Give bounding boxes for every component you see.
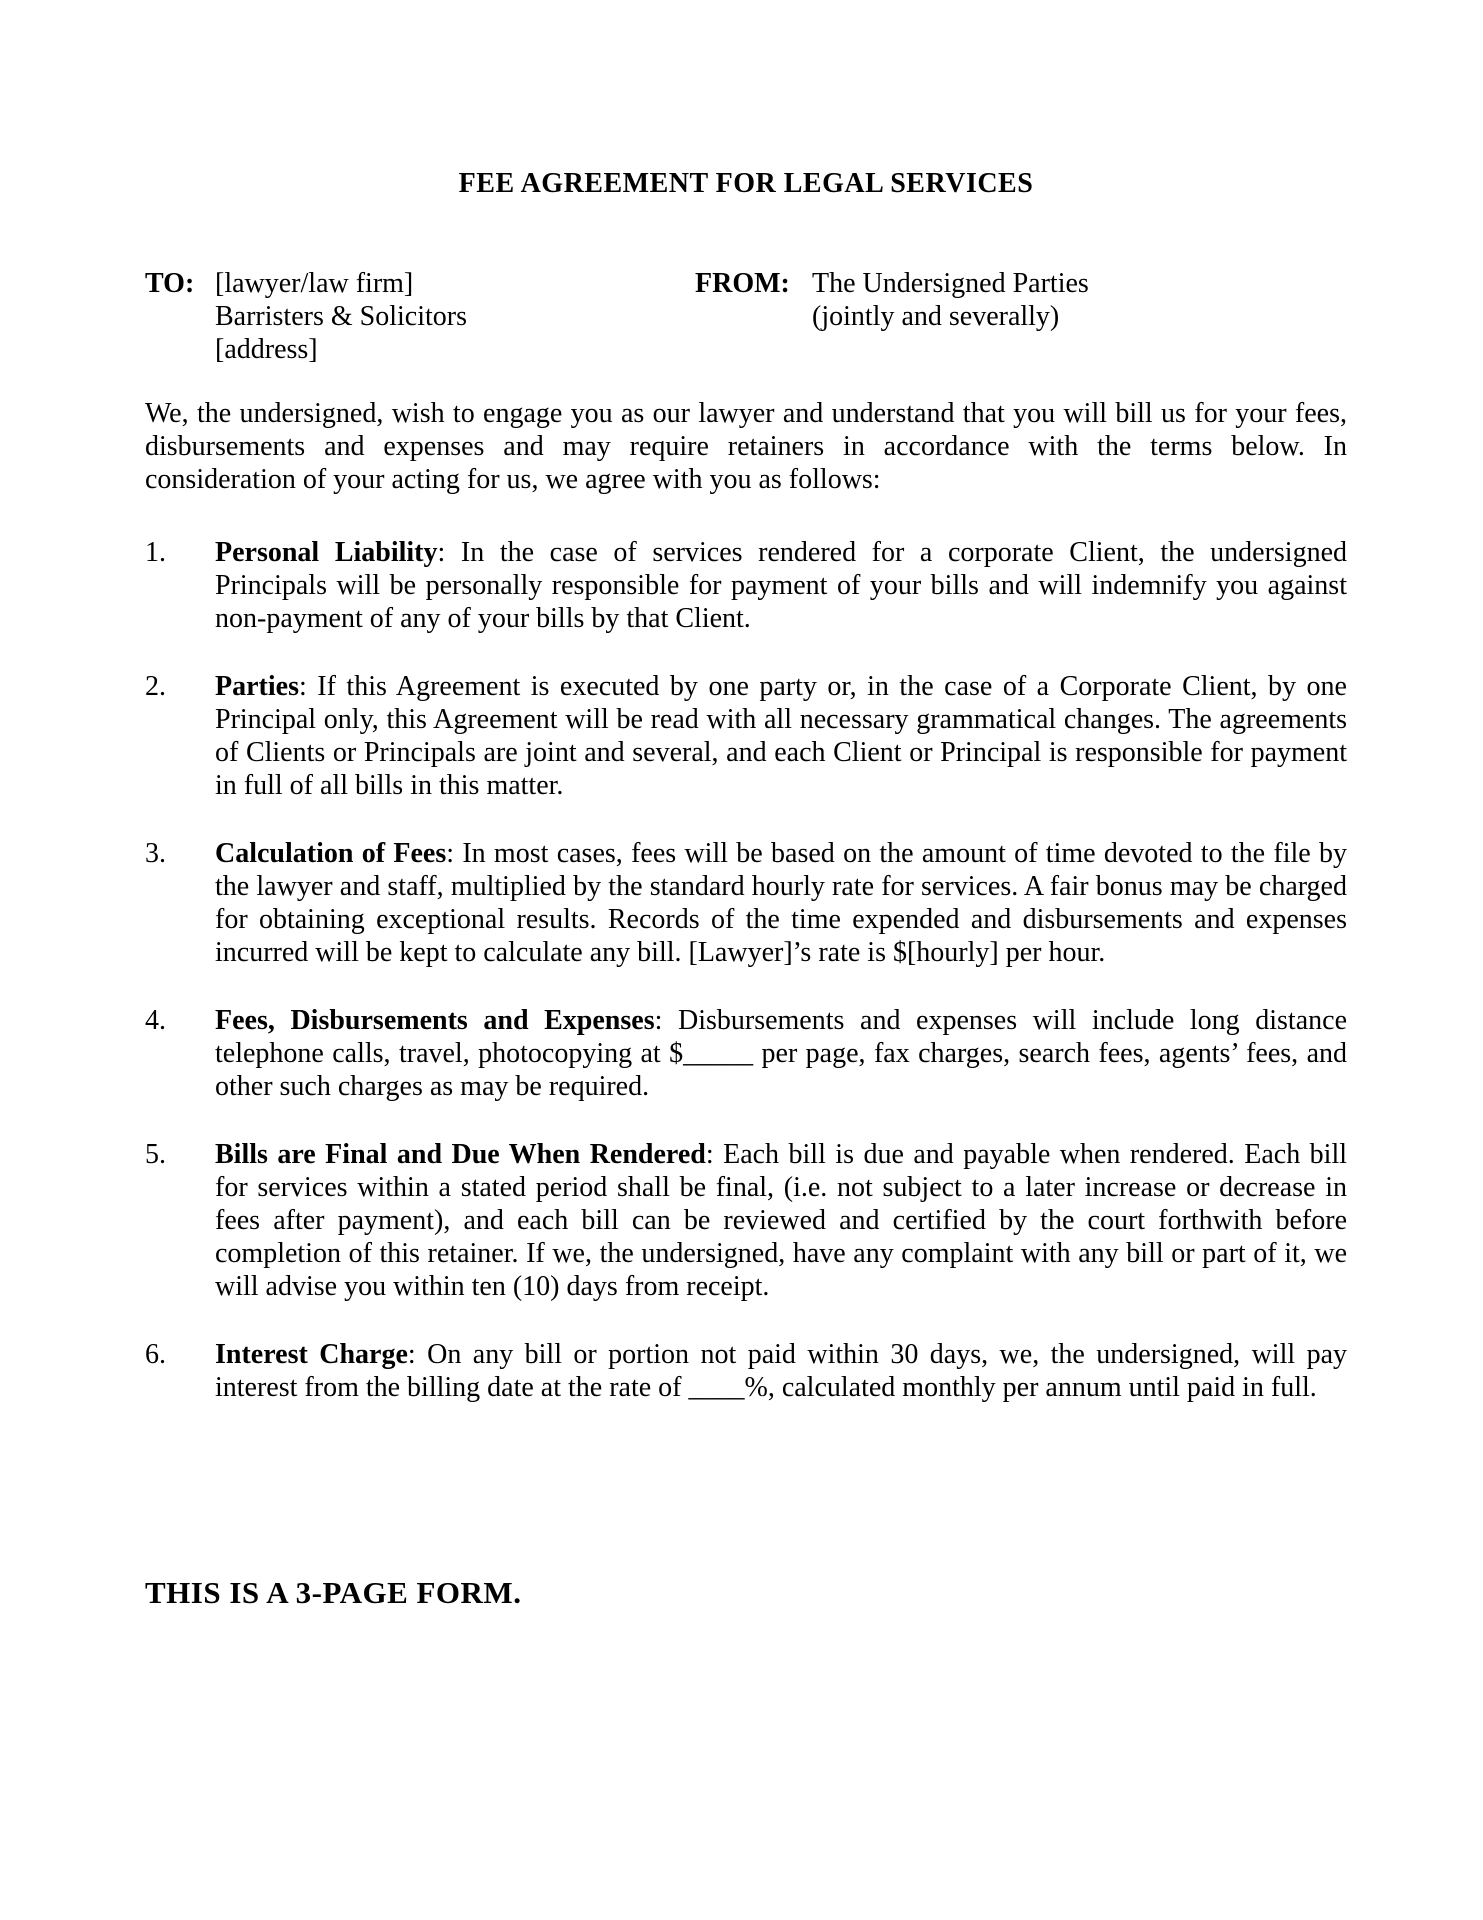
- intro-paragraph: We, the undersigned, wish to engage you as our lawyer and understand that you will bill us for your fees, disbursements and expenses and may require retainers in accordance with the terms below. In consideration of your acting for us, we agree with you as follows:: [145, 398, 1347, 495]
- clause-parties: [145, 670, 1347, 802]
- clause-text: [215, 1004, 1347, 1103]
- clause-personal-liability: [145, 536, 1347, 635]
- from-line-parties: The Undersigned Parties: [812, 268, 1089, 299]
- from-label: FROM:: [695, 268, 790, 299]
- to-label: TO:: [145, 268, 195, 299]
- clause-bills-final-due: [145, 1138, 1347, 1303]
- clause-text: [215, 670, 1347, 802]
- clause-body: : In the case of services rendered for a corporate Client, the undersigned Principals will be personally responsible for payment of your bills and will indemnify you against non-payment of any of your bills by that Client.: [215, 537, 1348, 634]
- clause-fees-disbursements-expenses: [145, 1004, 1347, 1103]
- clause-heading: Interest Charge: [215, 1339, 408, 1370]
- clause-calculation-of-fees: [145, 837, 1347, 969]
- clause-number: 1.: [145, 537, 166, 568]
- clause-text: [215, 1138, 1347, 1303]
- clause-body: : Each bill is due and payable when rendered. Each bill for services within a stated period shall be final, (i.e. not subject to a later increase or decrease in fees after payment), and each bill can be reviewed and certified by the court forthwith before completion of this retainer. If we, the undersigned, have any complaint with any bill or part of it, we will advise you within ten (10) days from receipt.: [215, 1139, 1347, 1302]
- page-title: FEE AGREEMENT FOR LEGAL SERVICES: [458, 168, 1034, 199]
- to-line-firm: [lawyer/law firm]: [215, 268, 414, 299]
- clause-heading: Parties: [215, 671, 299, 702]
- clause-interest-charge: [145, 1338, 1347, 1404]
- clause-text: [215, 837, 1347, 969]
- clause-number: 6.: [145, 1339, 166, 1370]
- to-line-role: Barristers & Solicitors: [215, 301, 467, 332]
- from-line-jointly: (jointly and severally): [812, 301, 1060, 332]
- clause-heading: Fees, Disbursements and Expenses: [215, 1005, 655, 1036]
- clause-text: [215, 536, 1347, 635]
- to-address: [215, 267, 695, 366]
- clause-number: 4.: [145, 1005, 166, 1036]
- page-count-notice: THIS IS A 3-PAGE FORM.: [145, 1575, 522, 1610]
- recipients-block: [145, 267, 1347, 366]
- clause-heading: Bills are Final and Due When Rendered: [215, 1139, 706, 1170]
- clause-heading: Calculation of Fees: [215, 838, 447, 869]
- from-address: [812, 267, 1347, 333]
- clause-heading: Personal Liability: [215, 537, 438, 568]
- clause-body: : On any bill or portion not paid within 30 days, we, the undersigned, will pay interest from the billing date at the rate of ____%, calculated monthly per annum until paid in full.: [215, 1339, 1347, 1403]
- clause-body: : Disbursements and expenses will include long distance telephone calls, travel, photocopying at $_____ per page, fax charges, search fees, agents’ fees, and other such charges as may be required.: [215, 1005, 1347, 1102]
- to-line-address: [address]: [215, 334, 318, 365]
- clause-number: 5.: [145, 1139, 166, 1170]
- clause-body: : If this Agreement is executed by one party or, in the case of a Corporate Client, by one Principal only, this Agreement will be read with all necessary grammatical changes. The agreements of Clients or Principals are joint and several, and each Client or Principal is responsible for payment in full of all bills in this matter.: [215, 671, 1347, 801]
- clause-text: [215, 1338, 1347, 1404]
- clause-body: : In most cases, fees will be based on the amount of time devoted to the file by the lawyer and staff, multiplied by the standard hourly rate for services. A fair bonus may be charged for obtaining exceptional results. Records of the time expended and disbursements and expenses incurred will be kept to calculate any bill. [Lawyer]’s rate is $[hourly] per hour.: [215, 838, 1347, 968]
- clause-number: 2.: [145, 671, 166, 702]
- clause-number: 3.: [145, 838, 166, 869]
